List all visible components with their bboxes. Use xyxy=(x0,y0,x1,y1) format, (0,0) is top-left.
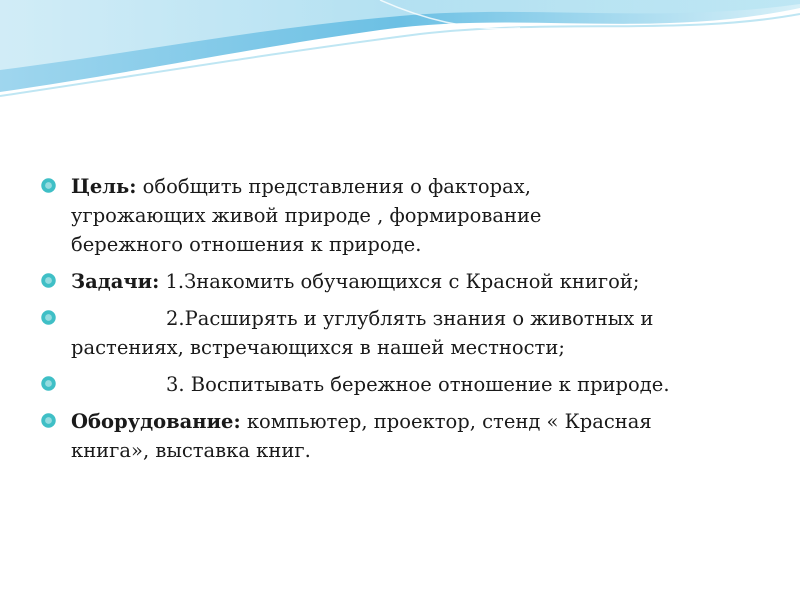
list-item-task-2 xyxy=(40,304,770,362)
task3-text: 3. Воспитывать бережное отношение к природе. xyxy=(166,373,670,396)
bullet-icon xyxy=(40,177,57,194)
bullet-icon xyxy=(40,272,57,289)
slide-content xyxy=(40,172,770,473)
list-item-goal xyxy=(40,172,770,259)
wave-header-decoration xyxy=(0,0,800,100)
list-item-tasks xyxy=(40,267,770,296)
task2-text-line2: растениях, встречающихся в нашей местности; xyxy=(71,336,565,359)
tasks-label: Задачи: xyxy=(71,270,160,293)
bullet-icon xyxy=(40,412,57,429)
equipment-label: Оборудование: xyxy=(71,410,241,433)
bullet-icon xyxy=(40,375,57,392)
task2-text-line1: 2.Расширять и углублять знания о животных и xyxy=(166,307,654,330)
goal-text-line2: угрожающих живой природе , формирование xyxy=(71,204,542,227)
goal-text-line1: обобщить представления о факторах, xyxy=(142,175,531,198)
goal-text-line3: бережного отношения к природе. xyxy=(71,233,422,256)
list-item-task-3 xyxy=(40,370,770,399)
equipment-text-line2: книга», выставка книг. xyxy=(71,439,311,462)
tasks-text: 1.Знакомить обучающихся с Красной книгой; xyxy=(165,270,640,293)
list-item-equipment xyxy=(40,407,770,465)
bullet-icon xyxy=(40,309,57,326)
goal-label: Цель: xyxy=(71,175,137,198)
equipment-text-line1: компьютер, проектор, стенд « Красная xyxy=(246,410,652,433)
